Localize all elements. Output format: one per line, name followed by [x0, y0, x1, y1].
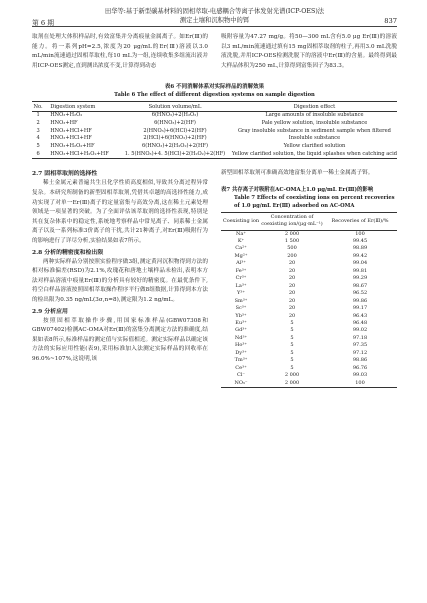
table-7-row	[221, 230, 397, 238]
table-7-row	[221, 260, 397, 267]
table-6-cell-volume: 1. 5(HNO₃)+4. 5(HCl)+2(H₂O₂)+2(HF)	[124, 150, 226, 157]
table-7-cell-ion: Dy³⁺	[235, 349, 247, 356]
table-7-cell-concentration: 500	[287, 245, 297, 252]
table-7-row	[221, 365, 397, 372]
table-7-cell-recovery: 99.29	[352, 275, 368, 282]
section-heading-selectivity: 2.7 固相萃取剂的选择性	[32, 170, 98, 178]
table-7-cell-ion: Y³⁺	[237, 290, 245, 297]
table-6-body	[32, 112, 397, 159]
table-7-cell-ion: Tm³⁺	[234, 357, 248, 364]
table-6-cell-volume: 6(HNO₃)+2(H₂O₂)	[151, 112, 199, 119]
table-7-cell-recovery: 99.17	[352, 305, 368, 312]
table-6-header-no: No.	[33, 103, 43, 110]
table-6-cell-effect: Pale yellow solution, insoluble substance	[261, 119, 368, 126]
table-7-cell-recovery: 100	[355, 230, 365, 237]
table-7-cell-concentration: 200	[287, 252, 297, 259]
table-7-cell-recovery: 96.52	[352, 290, 368, 297]
header-row	[32, 16, 397, 25]
table-7-header-concentration: Concentration of coexisting ion/(μg·mL⁻¹)	[261, 212, 323, 230]
table-7-cell-recovery: 97.18	[352, 334, 368, 341]
table-7-cell-recovery: 96.76	[352, 364, 368, 371]
table-7-row	[221, 290, 397, 297]
table-7-cell-recovery: 98.89	[352, 245, 368, 252]
table-7-cell-recovery: 99.42	[352, 252, 368, 259]
table-7-cell-concentration: 20	[288, 297, 296, 304]
table-7-cell-ion: Gd³⁺	[235, 327, 247, 334]
table-7-cell-ion: Eu³⁺	[235, 320, 247, 326]
table-6-cell-no: 5	[36, 142, 40, 149]
table-6-cell-volume: 2(HCl)+6(HNO₃)+2(HF)	[143, 135, 207, 142]
table-6-caption-english: Table 6 The effect of different digestion systems on sample digestion	[114, 92, 315, 99]
table-7-cell-recovery: 97.35	[352, 342, 368, 349]
table-7-row	[221, 313, 397, 320]
running-subtitle: 测定土壤和沉积物中的铒	[179, 17, 250, 24]
table-7-row	[221, 245, 397, 252]
table-7-body	[221, 230, 397, 388]
table-7-cell-ion: Cl⁻	[236, 372, 246, 379]
table-7-caption-english: Table 7 Effects of coexisting ions on percent recoveries of 1.0 μg/mL Er(Ⅲ) adsorbed on AC-OMA	[234, 194, 395, 209]
table-7-cell-recovery: 96.43	[352, 312, 368, 319]
table-7-row	[221, 372, 397, 379]
table-6-cell-system: HNO₃+HCl+HF	[50, 127, 92, 134]
table-7-cell-ion: Sm³⁺	[234, 297, 248, 304]
table-6	[32, 101, 397, 159]
section-body-selectivity: 稀土金属元素普遍共生且化学性质高度相似,导致其分离过程异常复杂。本研究所制备的新型固相萃取剂,凭借其卓越的高选择性能力,成功实现了对单一Er(Ⅲ)离子的定量富集与高效分离,这在稀土元素处理领域是一项显著的突破。为了全面评估该萃取剂的选择性表现,特别是其在复杂体系中的稳定性,系统地考察样品中常见离子、同系稀土金属离子以及一系列标准3价离子的干扰,共计21种离子,对Er(Ⅲ)吸附行为的影响进行了详尽分析,实验结果如表7所示。	[32, 180, 208, 244]
table-7-cell-concentration: 5	[290, 349, 294, 356]
table-7-cell-concentration: 5	[290, 364, 294, 371]
table-6-header-system: Digestion system	[44, 102, 118, 112]
table-6-cell-effect: Yellow clarified solution	[283, 142, 346, 149]
table-7-row	[221, 253, 397, 260]
table-7-row	[221, 320, 397, 327]
table-6-cell-volume: 2(HNO₃)+6(HCl)+2(HF)	[143, 127, 207, 134]
table-6-cell-volume: 6(HNO₃)+2(HF)	[154, 119, 196, 126]
table-7-cell-ion: Yb³⁺	[235, 312, 247, 319]
table-6-cell-system: HNO₃+HCl+HF	[50, 135, 92, 142]
top-left-column	[32, 33, 208, 71]
table-7-cell-recovery: 99.81	[352, 267, 368, 274]
paragraph-conclusion: 新型固相萃取剂可准确高效地富集分离单一稀土金属离子铒。	[221, 170, 374, 177]
table-7-cell-concentration: 20	[288, 305, 296, 312]
table-6-cell-system: HNO₃+HF	[50, 119, 78, 126]
table-6-row	[32, 120, 397, 128]
table-7-cell-concentration: 20	[288, 260, 296, 267]
section-body-precision: 两种实际样品分别按照实验程序做3组,测定黄河沉积物得到方法的相对标准偏差(RSD)为2.1%,攻瑰花和唐地土壤样品未检出,表明本方法对样品溶液中痕量Er(Ⅲ)的分析具有较好的精密度。在最优条件下,将空白样品溶液按照固相萃取操作程序平行做8组数据,计算得到本方法的检出限为0.35 ng/mL(3σ,n=8),测定限为1.2 ng/mL。	[32, 258, 208, 303]
section-heading-precision: 2.8 分析的精密度和检出限	[32, 248, 104, 256]
bottom-right-column	[221, 169, 397, 388]
table-7-cell-concentration: 20	[288, 282, 296, 289]
table-6-row	[32, 151, 397, 159]
top-right-column	[221, 33, 397, 71]
table-6-block	[32, 83, 397, 159]
table-7-cell-ion: Ho³⁺	[234, 342, 247, 349]
bottom-columns	[32, 169, 397, 388]
table-7	[221, 212, 397, 388]
paragraph-sample-volume: 吸附容量为47.27 mg/g。将50—300 mL含有5.0 μg Er(Ⅲ)的溶液以3 mL/min流速通过填有15 mg固相萃取剂的柱子,再用3.0 mL洗脱液洗脱,并用ICP-OES检测洗脱下的溶液中Er(Ⅲ)的含量。最终得到最大样品体积为250 mL,计算得到富集因子为83.3。	[221, 34, 397, 69]
table-7-cell-recovery: 98.67	[352, 282, 368, 289]
table-7-cell-concentration: 2 000	[284, 379, 300, 386]
table-6-header-volume: Solution volume/mL	[118, 102, 232, 112]
table-7-row	[221, 335, 397, 342]
table-6-cell-no: 3	[36, 127, 40, 134]
table-7-cell-concentration: 5	[290, 342, 294, 349]
table-7-cell-concentration: 2 000	[284, 372, 300, 379]
table-6-cell-no: 6	[36, 150, 40, 157]
table-7-cell-concentration: 5	[290, 357, 294, 364]
table-7-cell-recovery: 99.04	[352, 260, 368, 267]
table-6-caption: 表6 不同消解体系对实际样品的消解效果	[164, 84, 265, 91]
section-heading-application: 2.9 分析应用	[32, 307, 68, 315]
table-7-cell-recovery: 100	[355, 379, 365, 386]
table-7-caption: 表7 共存离子对吸附在AC-OMA上1.0 μg/mL Er(Ⅲ)的影响	[221, 186, 374, 193]
table-7-cell-ion: Na⁺	[236, 230, 246, 237]
table-6-header-row	[32, 102, 397, 112]
table-7-cell-recovery: 96.48	[352, 320, 368, 326]
table-7-cell-recovery: 99.45	[352, 238, 368, 245]
paragraph-capacity: 取剂在处理大体积样品时,有效富集并分离痕量金属离子。如Er(Ⅲ)的能力。将一系列pH=2.5,浓度为20 μg/mL的Er(Ⅲ)溶液以3.0 mL/min流速通过固相萃取柱,每10 mL为一组,连续收集多组流出液并用ICP-OES测定,直到测出浓度不变,计算得到动态	[32, 34, 208, 69]
table-7-row	[221, 327, 397, 334]
table-7-cell-concentration: 20	[288, 290, 296, 297]
table-7-row	[221, 305, 397, 312]
table-7-cell-concentration: 1 500	[284, 238, 300, 245]
table-7-row	[221, 275, 397, 282]
table-7-cell-recovery: 99.86	[352, 297, 368, 304]
table-6-cell-system: HNO₃+HCl+H₂O₂+HF	[50, 150, 109, 157]
table-7-cell-ion: Cr³⁺	[235, 275, 247, 282]
table-7-cell-concentration: 20	[288, 267, 296, 274]
table-6-cell-no: 4	[36, 135, 40, 142]
table-7-cell-ion: Sc³⁺	[235, 305, 247, 312]
table-7-row	[221, 342, 397, 349]
table-7-header-row	[221, 212, 397, 230]
table-6-cell-no: 2	[36, 119, 40, 126]
table-7-cell-recovery: 99.02	[352, 327, 368, 334]
table-7-row	[221, 298, 397, 305]
table-6-header-effect: Digestion effect	[232, 102, 397, 112]
page-number: 837	[384, 17, 397, 25]
running-title: 田华等:基于新型碳基材料的固相萃取-电感耦合等离子体发射光谱(ICP-OES)法	[104, 8, 325, 15]
table-7-cell-recovery: 98.86	[352, 357, 368, 364]
table-7-cell-ion: Fe³⁺	[235, 267, 247, 274]
table-7-cell-concentration: 2 000	[284, 230, 300, 237]
table-6-row	[32, 128, 397, 136]
table-7-cell-recovery: 97.12	[352, 349, 368, 356]
table-7-cell-ion: Ca²⁺	[235, 245, 247, 252]
table-7-row	[221, 238, 397, 245]
section-body-application: 按照固相萃取操作步骤,用国家标准样品(GBW07308和GBW07402)检测AC-OMA对Er(Ⅲ)的富集分离测定方法的准确度,结果如表8所示,标准样品的测定值与实际值相近。测定实际样品以确定该方法的实际应用性能(表9),采用标准加入法测定实际样品的回收率在96.0%~107%,这说明,该	[32, 317, 208, 362]
table-7-cell-concentration: 5	[290, 320, 294, 326]
table-7-cell-ion: NO₃⁻	[234, 379, 248, 386]
table-7-cell-concentration: 20	[288, 275, 296, 282]
table-7-row	[221, 268, 397, 275]
table-7-cell-ion: La³⁺	[235, 282, 247, 289]
table-6-cell-effect: Large amounts of insoluble substance	[265, 112, 364, 119]
table-7-row	[221, 357, 397, 364]
header-rule	[32, 26, 397, 27]
table-7-cell-concentration: 20	[288, 312, 296, 319]
top-columns	[32, 33, 397, 71]
table-6-cell-no: 1	[36, 112, 40, 119]
table-6-row	[32, 112, 397, 120]
table-6-cell-volume: 6(HNO₃)+2(H₂O₂)+2(HF)	[141, 142, 208, 149]
table-6-cell-effect: Insoluble substance	[288, 135, 341, 142]
table-7-cell-concentration: 5	[290, 334, 294, 341]
table-6-cell-system: HNO₃+H₂O₂	[50, 112, 83, 119]
table-6-row	[32, 135, 397, 143]
table-7-row	[221, 350, 397, 357]
table-7-cell-recovery: 99.03	[352, 372, 368, 379]
bottom-left-column	[32, 169, 208, 388]
table-6-row	[32, 143, 397, 151]
table-7-header-ion: Coexisting ion	[221, 212, 261, 230]
table-7-row	[221, 283, 397, 290]
table-7-cell-ion: K⁺	[237, 238, 245, 245]
issue-label: 第 6 期	[32, 19, 54, 27]
table-7-header-recovery: Recoveries of Er(Ⅲ)/%	[323, 212, 397, 230]
table-6-cell-system: HNO₃+H₂O₂+HF	[50, 142, 95, 149]
table-7-cell-ion: Nd³⁺	[234, 334, 248, 341]
table-7-cell-ion: Al³⁺	[236, 260, 246, 267]
table-6-cell-effect: Yellow clarified solution, the liquid splashes when catching acid	[231, 150, 397, 157]
table-7-cell-ion: Ce³⁺	[235, 364, 247, 371]
table-7-row	[221, 380, 397, 388]
table-7-cell-ion: Mg²⁺	[234, 252, 248, 259]
table-6-cell-effect: Gray insoluble substance in sediment sample when filtered	[237, 127, 391, 134]
table-7-cell-concentration: 5	[290, 327, 294, 334]
